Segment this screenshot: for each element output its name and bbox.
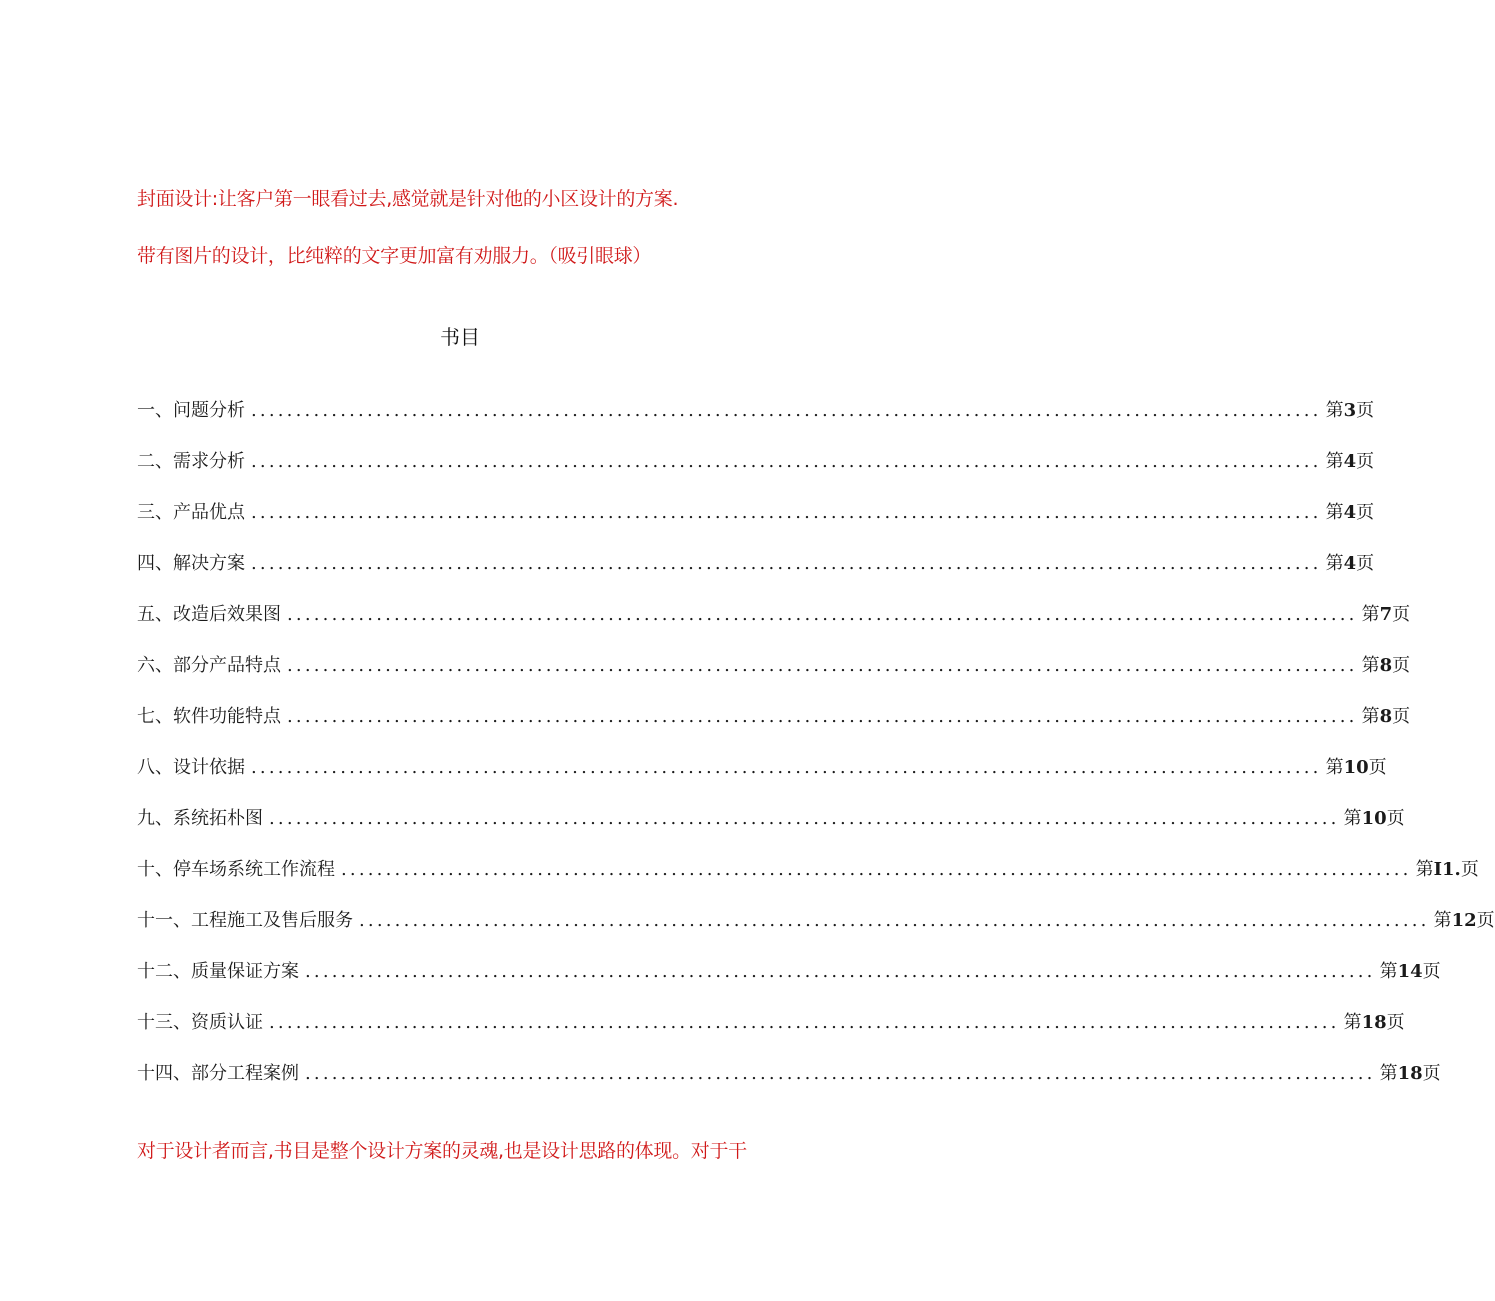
toc-entry-label: 九、系统拓朴图 (137, 808, 263, 829)
toc-leader-dots: ........................................................................................................................ (269, 1012, 1340, 1033)
toc-page-ref: 第10页 (1325, 757, 1387, 778)
toc-page-ref: 第4页 (1325, 553, 1375, 574)
toc-page-ref: 第I1.页 (1415, 859, 1479, 880)
toc-page-ref: 第12页 (1433, 910, 1495, 931)
toc-row (137, 906, 1495, 957)
toc-page-ref: 第18页 (1343, 1012, 1405, 1033)
toc-page-ref: 第3页 (1325, 400, 1375, 421)
toc-leader-dots: ........................................................................................................................ (305, 961, 1376, 982)
toc-row (137, 855, 1479, 906)
toc-page-ref: 第10页 (1343, 808, 1405, 829)
note-cover-design: 封面设计:让客户第一眼看过去,感觉就是针对他的小区设计的方案. (137, 188, 679, 210)
toc-row (137, 498, 1375, 549)
toc-entry-label: 六、部分产品特点 (137, 655, 281, 676)
toc-leader-dots: ........................................................................................................................ (287, 604, 1358, 625)
toc-leader-dots: ........................................................................................................................ (251, 400, 1322, 421)
toc-row (137, 1008, 1405, 1059)
toc-page-ref: 第8页 (1361, 655, 1411, 676)
toc-entry-label: 五、改造后效果图 (137, 604, 281, 625)
toc-entry-label: 十三、资质认证 (137, 1012, 263, 1033)
toc-entry-label: 三、产品优点 (137, 502, 245, 523)
toc-leader-dots: ........................................................................................................................ (305, 1063, 1376, 1084)
toc-leader-dots: ........................................................................................................................ (287, 655, 1358, 676)
toc-row (137, 804, 1405, 855)
toc-leader-dots: ........................................................................................................................ (251, 502, 1322, 523)
toc-page-ref: 第7页 (1361, 604, 1411, 625)
toc-row (137, 600, 1411, 651)
toc-leader-dots: ........................................................................................................................ (269, 808, 1340, 829)
toc-row (137, 702, 1411, 753)
toc-entry-label: 四、解决方案 (137, 553, 245, 574)
toc-page-ref: 第8页 (1361, 706, 1411, 727)
toc-leader-dots: ........................................................................................................................ (251, 451, 1322, 472)
note-toc-importance: 对于设计者而言,书目是整个设计方案的灵魂,也是设计思路的体现。对于干 (137, 1140, 747, 1162)
toc-entry-label: 十二、质量保证方案 (137, 961, 299, 982)
toc-entry-label: 一、问题分析 (137, 400, 245, 421)
toc-leader-dots: ........................................................................................................................ (287, 706, 1358, 727)
toc-row (137, 651, 1411, 702)
toc-page-ref: 第14页 (1379, 961, 1441, 982)
toc-row (137, 753, 1387, 804)
toc-entry-label: 二、需求分析 (137, 451, 245, 472)
toc-page-ref: 第18页 (1379, 1063, 1441, 1084)
toc-row (137, 1059, 1441, 1110)
toc-leader-dots: ........................................................................................................................ (251, 553, 1322, 574)
toc-leader-dots: ........................................................................................................................ (359, 910, 1430, 931)
toc-entry-label: 十四、部分工程案例 (137, 1063, 299, 1084)
toc-page-ref: 第4页 (1325, 502, 1375, 523)
note-image-design: 带有图片的设计，比纯粹的文字更加富有劝服力。（吸引眼球） (137, 245, 652, 267)
toc-entry-label: 十一、工程施工及售后服务 (137, 910, 353, 931)
toc-row (137, 396, 1375, 447)
toc-row (137, 447, 1375, 498)
toc-row (137, 549, 1375, 600)
table-of-contents (137, 396, 1495, 1110)
toc-leader-dots: ........................................................................................................................ (341, 859, 1412, 880)
toc-entry-label: 八、设计依据 (137, 757, 245, 778)
toc-title: 书目 (440, 325, 480, 349)
toc-page-ref: 第4页 (1325, 451, 1375, 472)
toc-entry-label: 七、软件功能特点 (137, 706, 281, 727)
toc-entry-label: 十、停车场系统工作流程 (137, 859, 335, 880)
toc-row (137, 957, 1441, 1008)
toc-leader-dots: ........................................................................................................................ (251, 757, 1322, 778)
